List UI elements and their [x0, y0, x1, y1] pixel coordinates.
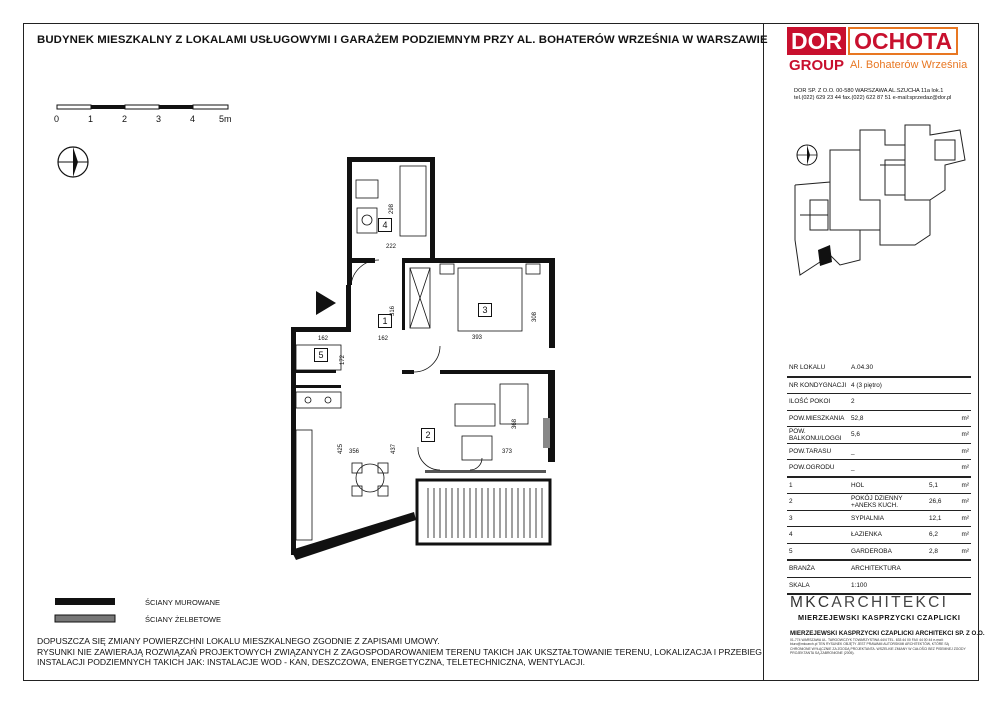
dim-label: 425 — [338, 443, 345, 455]
contact-line: tel.(022) 629 23 44 fax.(022) 622 87 51 e-mail:sprzedaz@dor.pl — [794, 95, 952, 101]
dim-label: 393 — [472, 335, 483, 341]
room-number: 4 — [378, 218, 392, 232]
table-row: 1 HOL 5,1 m² — [787, 477, 971, 494]
scale-label: 0 — [54, 114, 60, 124]
table-row: POW. BALKONU/LOGGI 5,6 m² — [789, 427, 969, 442]
logo-ochota: OCHOTA — [848, 27, 958, 55]
entrance-arrow-icon — [316, 291, 336, 315]
dim-label: 437 — [391, 443, 398, 455]
legend-swatch-murowane — [55, 598, 115, 605]
architect-fine-print: 01-774 WARSZAWA UL. TARGOWCZYK TOWARZYSTWA 44/4 TEL. 633 44 00 FAX 44 00 44 e-mail: biuro@mkcarch.pl TEN RYSUNEK OBJĘTY JEST PRAWAMI AUTORSKIMI ARCHITEKTÓW, KTÓRE SĄ CHRONIONE WYŁĄCZNIE ZA ZGODĄ PROJEKTANTA. WSZELKIE ZMIANY W CAŁOŚCI BEZ PISEMNEJ ZGODY PROJEKTANTA SĄ ZABRONIONE (2005). — [790, 638, 966, 655]
note-line: RYSUNKI NIE ZAWIERAJĄ ROZWIĄZAŃ PROJEKTOWYCH ZWIĄZANYCH Z ZAGOSPODAROWANIEM TERENU TAKICH JAK UKSZTAŁTOWANIE TERENU, LOKALIZACJA I PRZEBIEG — [37, 646, 762, 657]
balcony — [417, 470, 550, 544]
table-row: NR LOKALU A.04.30 — [787, 360, 971, 377]
table-row: 4 ŁAZIENKA 6,2 m² — [787, 527, 971, 544]
table-row: SKALA 1:100 — [787, 577, 971, 594]
notes — [37, 636, 762, 668]
table-row: 3 SYPIALNIA 12,1 m² — [787, 510, 971, 527]
note-line: INSTALACJI PODZIEMNYCH TAKICH JAK: INSTALACJE WOD - KAN, DESZCZOWA, ENERGETYCZNA, TELETECHNICZNA, WENTYLACJI. — [37, 657, 585, 667]
concrete-wall — [543, 418, 550, 448]
table-row: 5 GARDEROBA 2,8 m² — [787, 543, 971, 560]
dim-label: 222 — [386, 244, 397, 250]
scale-label: 3 — [156, 114, 162, 124]
page-title: BUDYNEK MIESZKALNY Z LOKALAMI USŁUGOWYMI I GARAŻEM PODZIEMNYM PRZY AL. BOHATERÓW WRZEŚNIA W WARSZAWIE — [37, 34, 768, 46]
legend-label-murowane: ŚCIANY MUROWANE — [145, 598, 221, 607]
note-line: DOPUSZCZA SIĘ ZMIANY POWIERZCHNI LOKALU MIESZKALNEGO ZGODNIE Z ZAPISAMI UMOWY. — [37, 636, 440, 646]
dim-label: 172 — [340, 354, 347, 366]
dim-label: 316 — [390, 305, 397, 317]
developer-logo — [787, 27, 968, 74]
room-number: 3 — [478, 303, 492, 317]
key-plan-unit — [818, 245, 832, 266]
scale-label: 5m — [219, 114, 232, 124]
table-row: POW.OGRODU _ m² — [787, 460, 971, 477]
room-number: 1 — [378, 314, 392, 328]
dim-label: 368 — [512, 418, 519, 430]
north-arrow-icon — [58, 147, 88, 177]
scale-label: 2 — [122, 114, 128, 124]
facade-wall — [291, 512, 416, 560]
dim-label: 298 — [389, 203, 396, 215]
north-arrow-small-icon — [797, 145, 817, 165]
scale-label: 1 — [88, 114, 94, 124]
floor-plan — [291, 157, 555, 555]
room-number: 2 — [421, 428, 435, 442]
architect-logo-mkc: MKC — [790, 594, 832, 611]
legend-label-zelbetowe: ŚCIANY ŻELBETOWE — [145, 615, 221, 624]
table-row: POW.MIESZKANIA 52,8 m² — [787, 410, 971, 427]
scale-bar — [57, 105, 228, 109]
unit-info-table — [787, 360, 971, 595]
architect-logo — [790, 594, 948, 612]
dim-label: 162 — [318, 336, 329, 342]
table-row: ILOŚĆ POKOI 2 — [787, 394, 971, 411]
developer-contact — [794, 88, 951, 102]
logo-group: GROUP — [789, 57, 845, 74]
contact-line: DOR SP. Z O.O. 00-580 WARSZAWA AL.SZUCHA 11a lok.1 — [794, 88, 944, 94]
logo-dor: DOR — [787, 27, 846, 55]
table-row: BRANŻA ARCHITEKTURA — [787, 560, 971, 577]
table-row: POW.TARASU _ m² — [787, 443, 971, 460]
dim-label: 162 — [378, 336, 389, 342]
dim-label: 308 — [532, 311, 539, 323]
dim-label: 373 — [502, 449, 513, 455]
scale-label: 4 — [190, 114, 196, 124]
table-row: NR KONDYGNACJI 4 (3 piętro) — [787, 377, 971, 394]
architect-company: MIERZEJEWSKI KASPRZYCKI CZAPLICKI ARCHITEKCI SP. Z O.O. — [790, 630, 985, 637]
architect-logo-architekci: ARCHITEKCI — [831, 594, 949, 611]
architect-subtitle: MIERZEJEWSKI KASPRZYCKI CZAPLICKI — [798, 613, 961, 622]
dim-label: 356 — [349, 449, 360, 455]
table-row: 2 POKÓJ DZIENNY +ANEKS KUCH. 26,6 m² — [789, 494, 969, 509]
logo-street: Al. Bohaterów Września — [850, 59, 968, 71]
legend-swatch-zelbetowe — [55, 615, 115, 622]
room-number: 5 — [314, 348, 328, 362]
